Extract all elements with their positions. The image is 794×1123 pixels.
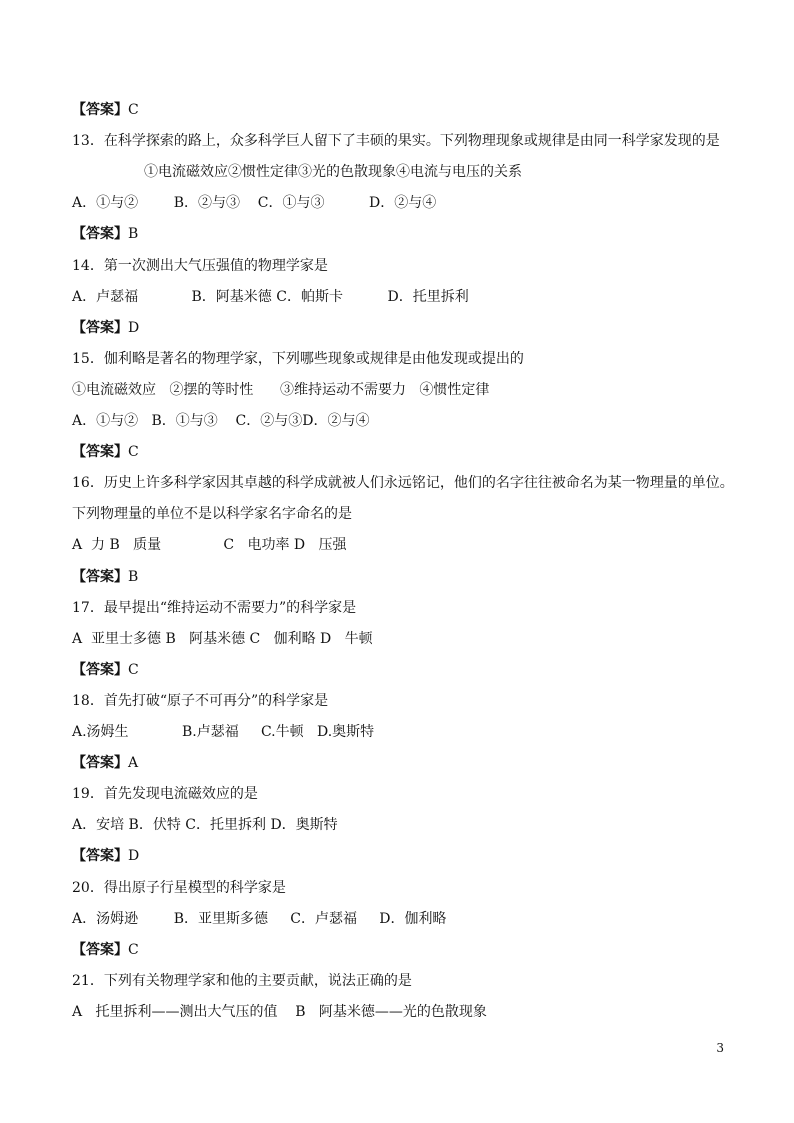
answer-label: 【答案】	[72, 661, 128, 678]
answer-value: B	[128, 568, 139, 585]
question-stem: 20．得出原子行星模型的科学家是	[72, 879, 286, 896]
answer-line	[72, 846, 754, 866]
answer-options: A．卢瑟福 B．阿基米德 C．帕斯卡 D．托里拆利	[72, 288, 469, 305]
answer-line	[72, 442, 754, 462]
answer-label: 【答案】	[72, 444, 128, 461]
answer-line	[72, 318, 754, 338]
answer-options: A 力 B 质量 C 电功率 D 压强	[72, 537, 347, 554]
answer-value: A	[128, 755, 139, 772]
question-stem: 16．历史上许多科学家因其卓越的科学成就被人们永远铭记，他们的名字往往被命名为某一物理量的单位。	[72, 475, 734, 492]
answer-value: C	[128, 444, 139, 461]
question-stem: 21．下列有关物理学家和他的主要贡献，说法正确的是	[72, 972, 412, 989]
answer-value: C	[128, 102, 139, 118]
question-stem: 14．第一次测出大气压强值的物理学家是	[72, 257, 328, 274]
answer-value: D	[128, 319, 140, 336]
text-line: ①电流磁效应 ②摆的等时性 ③维持运动不需要力 ④惯性定律	[72, 381, 490, 398]
answer-value: D	[128, 848, 140, 865]
question-stem: 19．首先发现电流磁效应的是	[72, 786, 258, 803]
answer-label: 【答案】	[72, 568, 128, 585]
answer-options: A．①与② B．①与③ C．②与③D．②与④	[72, 413, 370, 429]
answer-options: A 亚里士多德 B 阿基米德 C 伽利略 D 牛顿	[72, 630, 373, 647]
answer-label: 【答案】	[72, 755, 128, 772]
question-stem: 17．最早提出“维持运动不需要力”的科学家是	[72, 599, 357, 616]
answer-line	[72, 940, 754, 960]
answer-label: 【答案】	[72, 848, 128, 865]
answer-options: A．①与② B．②与③ C．①与③ D．②与④	[72, 195, 437, 212]
question-stem: 13．在科学探索的路上，众多科学巨人留下了丰硕的果实。下列物理现象或规律是由同一科学家发现的是	[72, 133, 720, 150]
answer-line	[72, 660, 754, 680]
answer-options: A．汤姆逊 B．亚里斯多德 C．卢瑟福 D．伽利略	[72, 910, 447, 927]
answer-label: 【答案】	[72, 226, 128, 243]
answer-line	[72, 224, 754, 244]
page-number: 3	[716, 1041, 724, 1055]
answer-options: A.汤姆生 B.卢瑟福 C.牛顿 D.奥斯特	[72, 724, 375, 740]
answer-options: A．安培 B．伏特 C．托里拆利 D．奥斯特	[72, 817, 338, 834]
answer-label: 【答案】	[72, 941, 128, 958]
answer-value: C	[128, 661, 139, 678]
question-stem: 18．首先打破“原子不可再分”的科学家是	[72, 692, 329, 709]
text-line: 下列物理量的单位不是以科学家名字命名的是	[72, 506, 352, 523]
answer-line	[72, 567, 754, 587]
answer-value: B	[128, 226, 139, 243]
answer-options: A 托里拆利——测出大气压的值 B 阿基米德——光的色散现象	[72, 1003, 487, 1020]
answer-line	[72, 100, 754, 120]
answer-line	[72, 753, 754, 773]
text-line: ①电流磁效应②惯性定律③光的色散现象④电流与电压的关系	[144, 164, 522, 181]
answer-value: C	[128, 941, 139, 958]
answer-label: 【答案】	[72, 102, 128, 118]
answer-label: 【答案】	[72, 319, 128, 336]
question-stem: 15．伽利略是著名的物理学家，下列哪些现象或规律是由他发现或提出的	[72, 350, 524, 367]
